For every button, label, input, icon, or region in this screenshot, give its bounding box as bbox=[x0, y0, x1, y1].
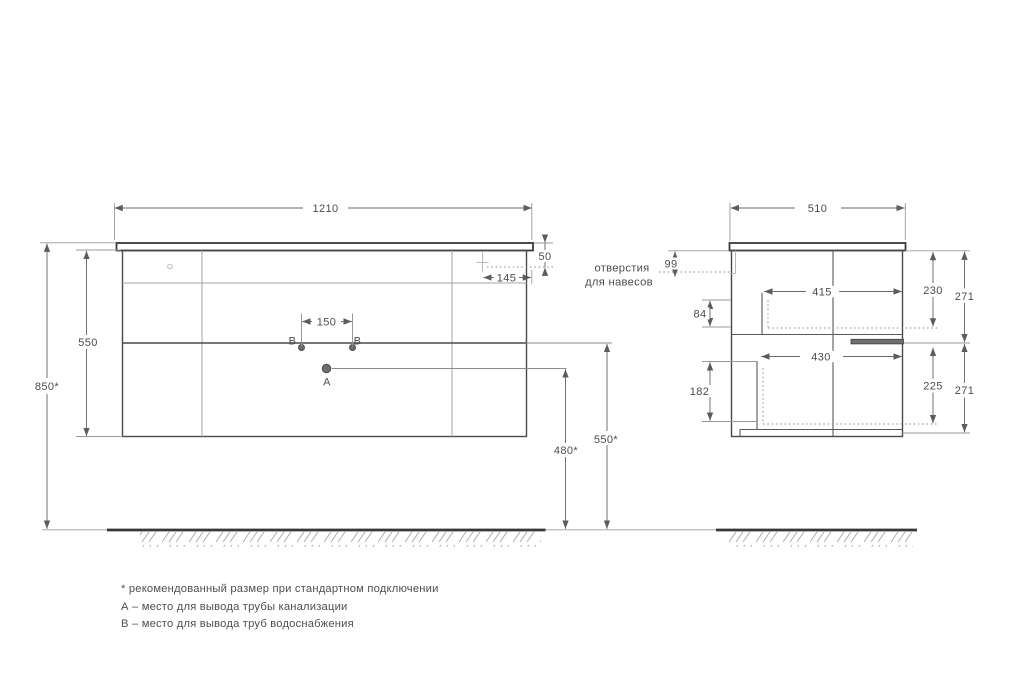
front-countertop bbox=[117, 243, 534, 251]
callout-line1: отверстия bbox=[594, 262, 650, 275]
side-countertop bbox=[730, 243, 906, 251]
footnote-point-b: В – место для вывода труб водоснабжения bbox=[121, 618, 354, 630]
footnotes bbox=[121, 583, 439, 630]
dim-front-mount-height: 850* bbox=[34, 381, 60, 393]
dim-side-lower-opening: 225 bbox=[923, 380, 943, 393]
dim-side-lower-drawer-side: 182 bbox=[689, 386, 710, 398]
dim-side-hanger-offset: 99 bbox=[664, 258, 678, 271]
dim-front-supply-floor-height: 550* bbox=[593, 434, 619, 446]
dim-side-lower-front: 271 bbox=[954, 385, 975, 397]
dim-front-body-height: 550 bbox=[78, 337, 98, 349]
ground-hatch-side bbox=[727, 532, 913, 547]
point-a bbox=[322, 364, 331, 373]
dim-front-width: 1210 bbox=[312, 203, 339, 215]
dim-front-drain-floor-height: 480* bbox=[553, 445, 579, 457]
hanger-bracket bbox=[730, 251, 736, 274]
dim-front-supply-spacing: 150 bbox=[316, 316, 337, 329]
hanger-hole-left bbox=[168, 264, 173, 269]
footnote-point-a: А – место для вывода трубы канализации bbox=[121, 601, 348, 613]
drawer-slide bbox=[851, 339, 904, 344]
front-cabinet bbox=[117, 243, 534, 437]
dim-side-upper-front: 271 bbox=[954, 291, 975, 303]
callout-hanger-holes bbox=[487, 263, 730, 289]
hanger-hole-right-mark bbox=[477, 253, 489, 273]
dim-side-upper-drawer-depth: 415 bbox=[812, 286, 832, 299]
dim-front-hanger-inset: 145 bbox=[496, 272, 517, 285]
point-b-left-label: B bbox=[288, 335, 297, 348]
dim-side-upper-drawer-side: 84 bbox=[693, 308, 707, 321]
ground bbox=[42, 530, 917, 547]
point-b-right-label: B bbox=[353, 335, 362, 348]
dim-side-depth: 510 bbox=[807, 203, 828, 215]
side-cabinet bbox=[730, 243, 939, 437]
callout-line2: для навесов bbox=[585, 276, 653, 289]
dim-side-upper-opening: 230 bbox=[923, 285, 943, 297]
front-view bbox=[35, 203, 619, 529]
dim-front-top-thickness: 50 bbox=[538, 251, 552, 263]
footnote-recommended-size: * рекомендованный размер при стандартном подключении bbox=[121, 583, 439, 595]
dim-side-lower-drawer-depth: 430 bbox=[811, 351, 831, 364]
side-dimensions bbox=[661, 203, 974, 433]
side-view bbox=[661, 203, 974, 437]
point-a-label: A bbox=[323, 376, 331, 389]
ground-hatch-front bbox=[140, 532, 541, 547]
